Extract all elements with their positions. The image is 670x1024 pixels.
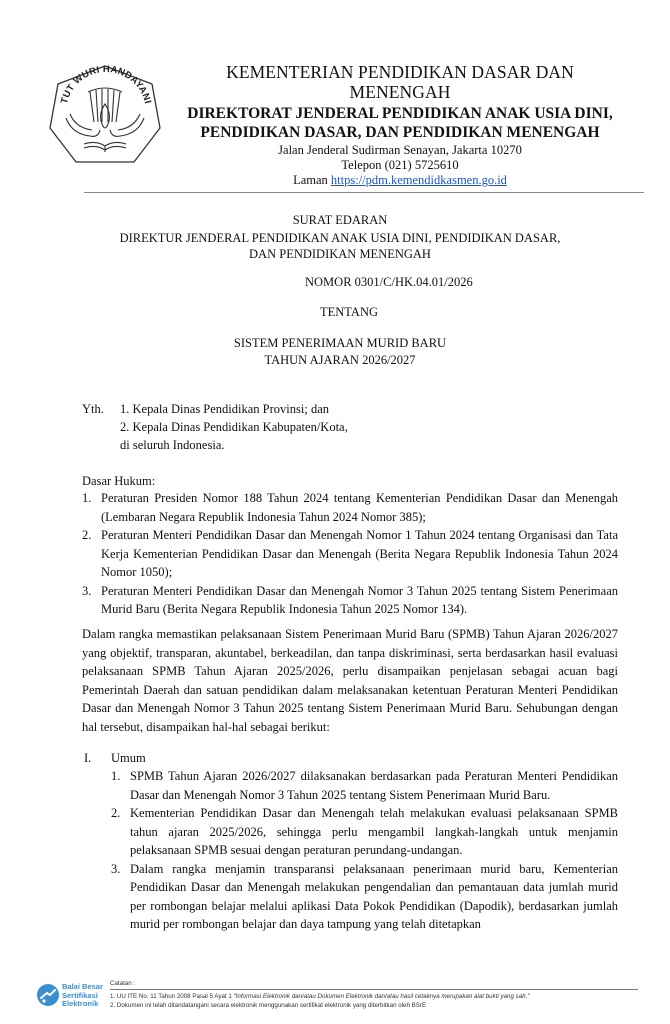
intro-paragraph: Dalam rangka memastikan pelaksanaan Sistem Penerimaan Murid Baru (SPMB) Tahun Ajaran 2026/2027 yang objektif, transparan, akuntabel, berkeadilan, dan tanpa diskriminasi, serta berdasarkan hasil evaluasi pelaksanaan SPMB Tahun Ajaran 2025/2026, perlu disampaikan penjelasan sebagai acuan bagi Pemerintah Daerah dan satuan pendidikan dalam melaksanakan ketentuan Peraturan Menteri Pendidikan Dasar dan Menengah Nomor 3 Tahun 2025 tentang Sistem Penerimaan Murid Baru. Sehubungan dengan hal tersebut, disampaikan hal-hal sebagai berikut: [82, 627, 618, 734]
website-link[interactable]: https://pdm.kemendidkasmen.go.id [330, 173, 507, 187]
bsre-name-line1: Balai Besar [62, 982, 103, 991]
section-item [111, 767, 618, 804]
section-item [111, 860, 618, 934]
svg-text:TUT WURI HANDAYANI: TUT WURI HANDAYANI [58, 63, 154, 106]
section-item-text: SPMB Tahun Ajaran 2026/2027 dilaksanakan berdasarkan pada Peraturan Menteri Pendidikan Dasar dan Menengah Nomor 3 Tahun 2025 tentang Sistem Penerimaan Murid Baru. [130, 769, 618, 802]
address: Jalan Jenderal Sudirman Senayan, Jakarta 10270 [278, 143, 522, 157]
document-type: SURAT EDARAN [292, 213, 388, 227]
letterhead-divider [84, 192, 644, 193]
addressee-item: 2. Kepala Dinas Pendidikan Kabupaten/Kota, [120, 420, 348, 434]
phone: Telepon (021) 5725610 [341, 158, 459, 172]
addressee-label: Yth. [82, 402, 104, 416]
legal-basis-text: Peraturan Menteri Pendidikan Dasar dan Menengah Nomor 3 Tahun 2025 tentang Sistem Penerimaan Murid Baru (Berita Negara Republik Indonesia Tahun 2025 Nomor 134). [101, 583, 618, 616]
footer-divider [110, 989, 638, 990]
legal-basis-item [82, 526, 618, 582]
legal-basis-list [82, 489, 618, 619]
footer-note-1-quote: "Informasi Elektronik dan/atau Dokumen Elektronik dan/atau hasil cetaknya merupakan alat bukti yang sah." [233, 993, 530, 1000]
directorate-name [160, 104, 640, 142]
section-item-text: Dalam rangka menjamin transparansi pelaksanaan penerimaan murid baru, Kementerian Pendidikan Dasar dan Menengah melakukan pengendalian dan pemantauan data jumlah murid per rombongan belajar melalui aplikasi Data Pokok Pendidikan (Dapodik), berdasarkan jumlah murid per rombongan belajar dan daya tampung yang telah ditetapkan [130, 861, 618, 931]
directorate-name-line2: PENDIDIKAN DASAR, DAN PENDIDIKAN MENENGAH [200, 124, 600, 141]
list-number: 2. [111, 806, 121, 820]
legal-basis-item [82, 489, 618, 526]
issuer-line2: DAN PENDIDIKAN MENENGAH [249, 247, 431, 261]
list-number: 2. [82, 528, 92, 542]
directorate-name-line1: DIREKTORAT JENDERAL PENDIDIKAN ANAK USIA DINI, [187, 105, 613, 122]
bsre-name-line3: Elektronik [62, 999, 99, 1008]
addressee-item: 1. Kepala Dinas Pendidikan Provinsi; dan [120, 402, 329, 416]
footer-note-2: 2. Dokumen ini telah ditandatangani secara elektronik menggunakan sertifikat elektronik yang diterbitkan oleh BSrE [110, 1002, 427, 1009]
bsre-name-line2: Sertifikasi [62, 990, 98, 1000]
section-items [111, 767, 618, 934]
list-number: 1. [82, 491, 92, 505]
section-number: I. [84, 751, 92, 765]
section-heading: Umum [111, 751, 146, 765]
tut-wuri-handayani-emblem-icon [46, 62, 164, 170]
addressee-closing: di seluruh Indonesia. [120, 438, 225, 452]
ministry-name-line2: MENENGAH [349, 82, 451, 102]
legal-basis-text: Peraturan Menteri Pendidikan Dasar dan Menengah Nomor 1 Tahun 2024 tentang Organisasi dan Tata Kerja Kementerian Pendidikan Dasar dan Menengah (Berita Negara Republik Indonesia Tahun 2024 Nomor 1050); [101, 528, 618, 579]
document-number: NOMOR 0301/C/HK.04.01/2026 [305, 275, 473, 289]
website-line [160, 172, 640, 188]
issuer-line1: DIREKTUR JENDERAL PENDIDIKAN ANAK USIA DINI, PENDIDIKAN DASAR, [119, 231, 561, 245]
legal-basis-item [82, 582, 618, 619]
list-number: 3. [82, 583, 92, 598]
subject-line2: TAHUN AJARAN 2026/2027 [264, 353, 416, 367]
footer-note-1-prefix: 1. UU ITE No. 11 Tahun 2008 Pasal 5 Ayat 1 [110, 993, 234, 1000]
legal-basis-heading: Dasar Hukum: [82, 474, 156, 488]
legal-basis-text: Peraturan Presiden Nomor 188 Tahun 2024 tentang Kementerian Pendidikan Dasar dan Menengah (Lembaran Negara Republik Indonesia Tahun 2024 Nomor 385); [101, 491, 618, 524]
list-number: 3. [111, 861, 121, 876]
notes-label: Catatan : [110, 980, 136, 987]
footer-note-1 [110, 993, 530, 1002]
ministry-name-line1: KEMENTERIAN PENDIDIKAN DASAR DAN [226, 62, 574, 82]
website-label: Laman [293, 173, 328, 187]
list-number: 1. [111, 769, 121, 783]
section-item [111, 804, 618, 860]
about-label: TENTANG [320, 305, 379, 319]
ministry-logo [46, 62, 164, 170]
ministry-name [160, 62, 640, 102]
bsre-logo-icon [36, 983, 60, 1007]
bsre-name [62, 983, 103, 1009]
section-item-text: Kementerian Pendidikan Dasar dan Menengah telah melakukan evaluasi pelaksanaan SPMB tahun ajaran 2025/2026, sehingga perlu mengambil langkah-langkah untuk menjamin pelaksanaan SPMB sesuai dengan peraturan perundang-undangan. [130, 806, 618, 857]
subject-line1: SISTEM PENERIMAAN MURID BARU [233, 336, 447, 350]
